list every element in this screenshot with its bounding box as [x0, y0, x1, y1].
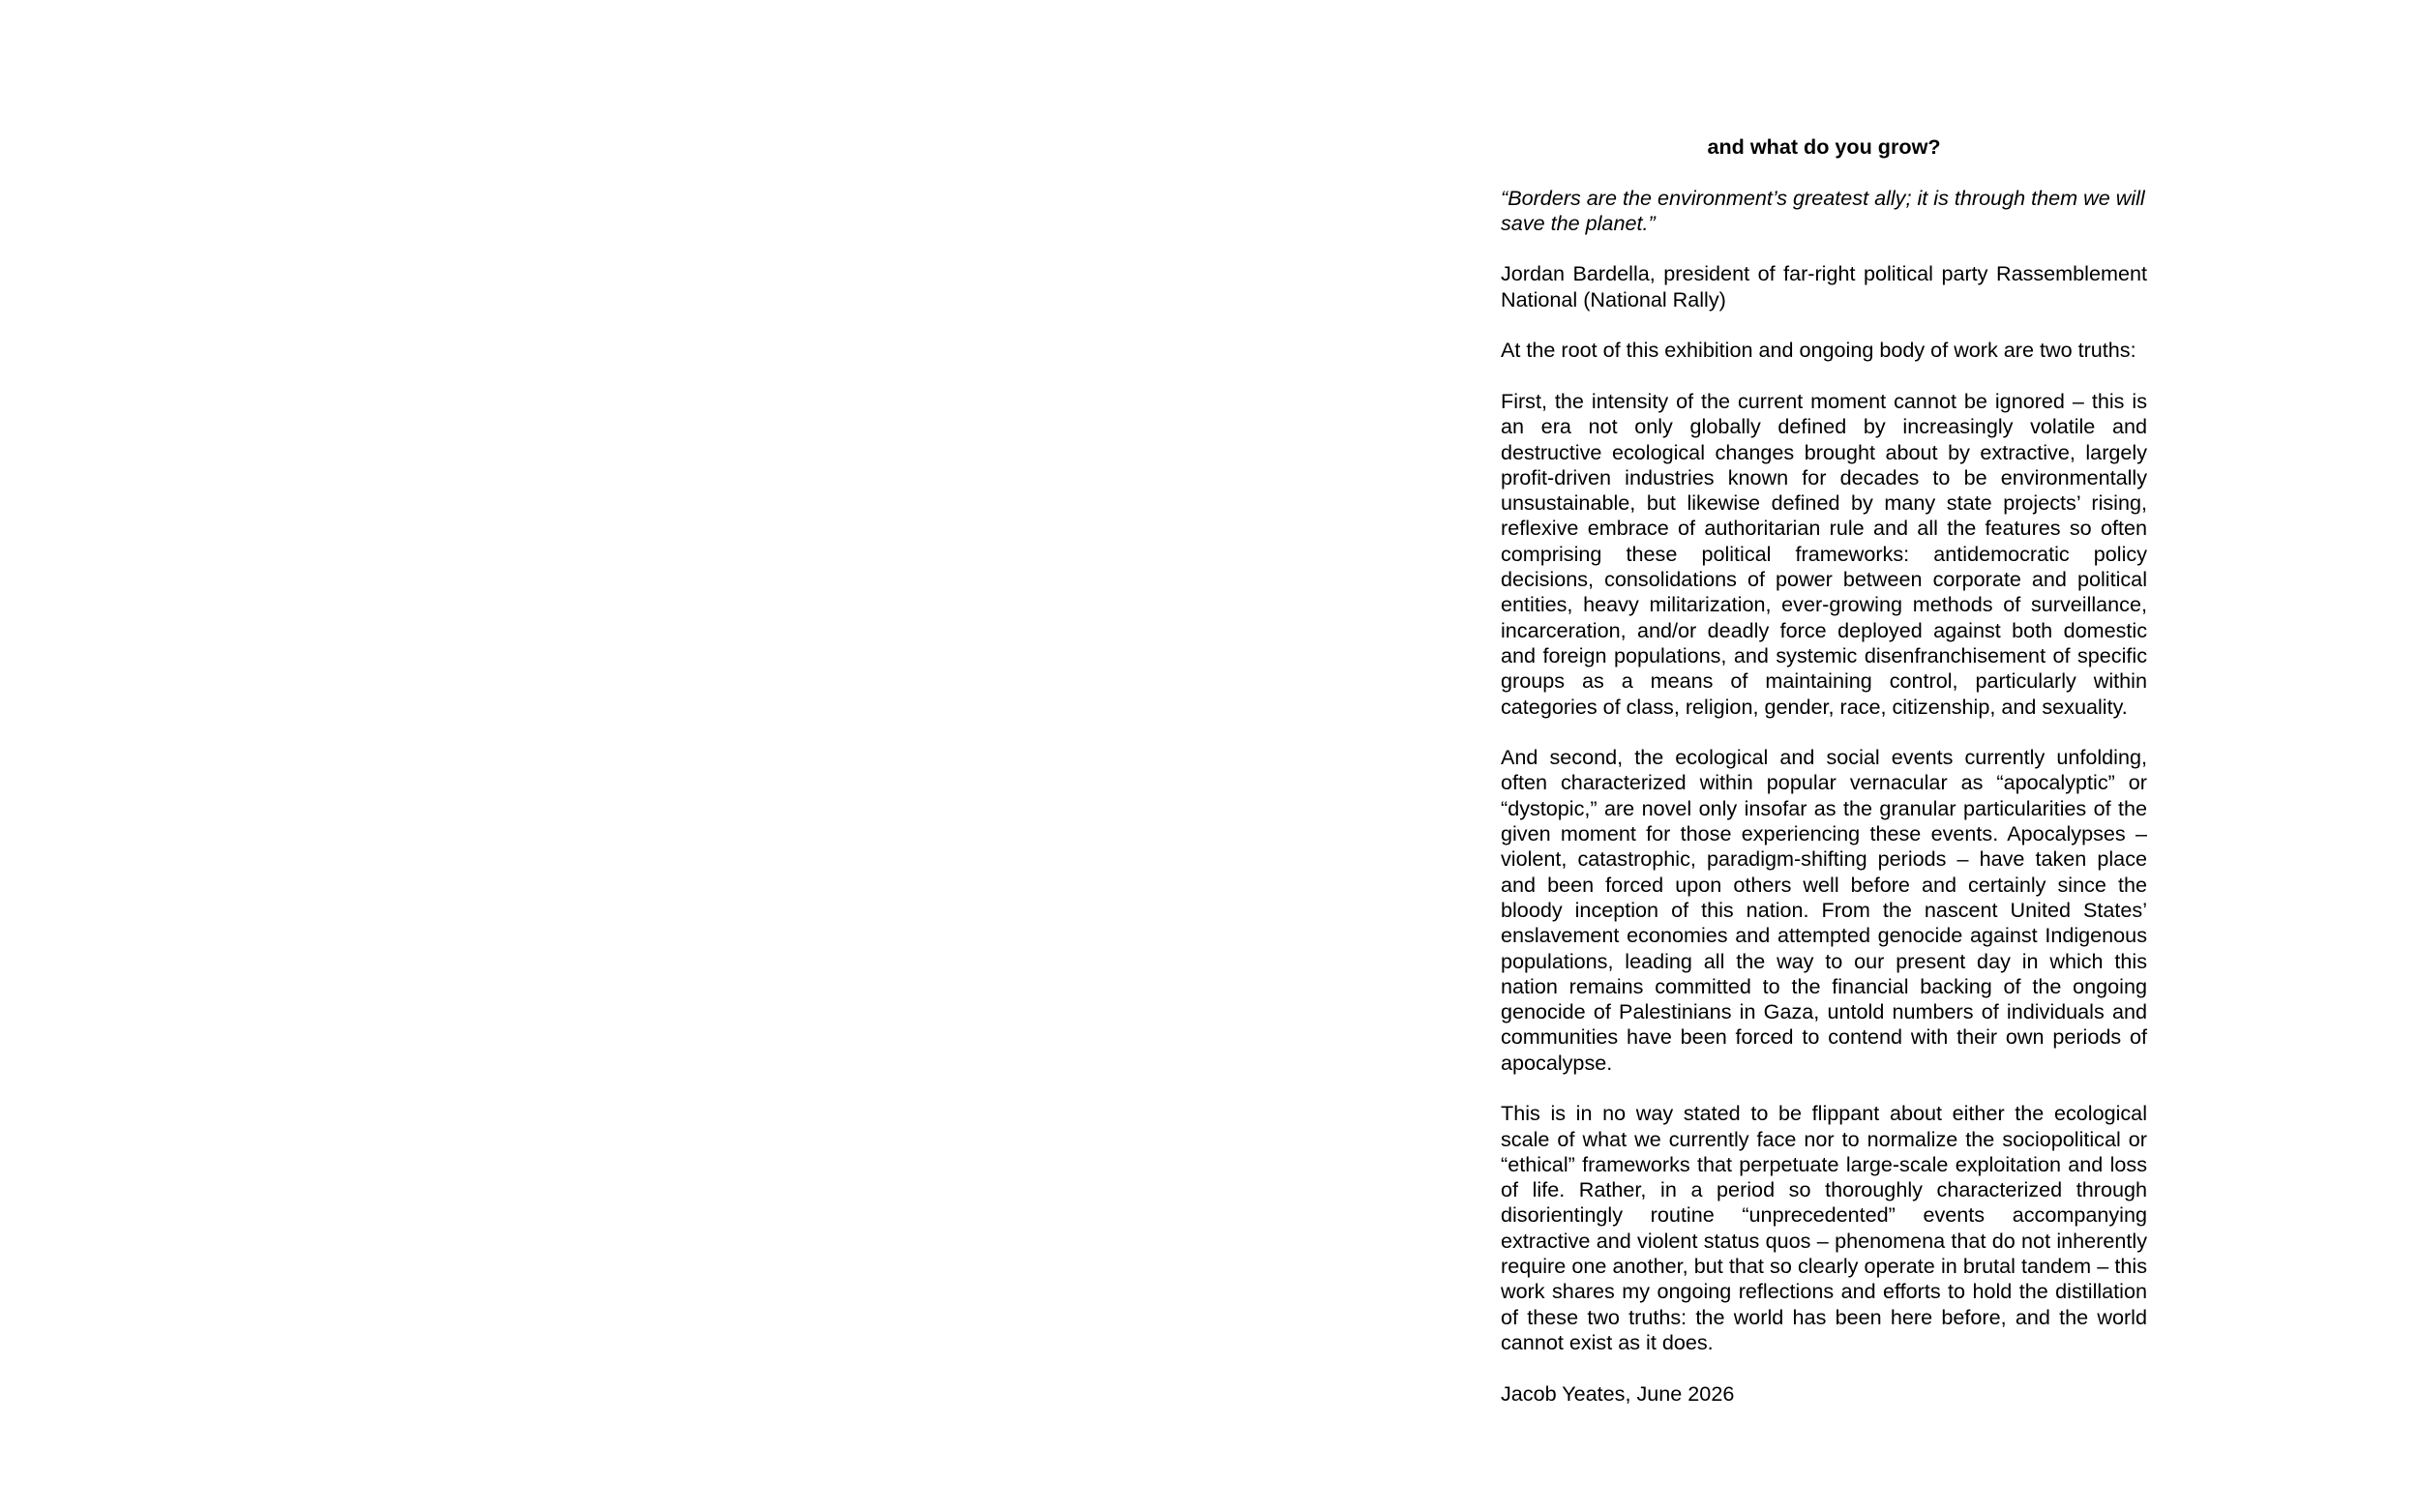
epigraph-attribution: Jordan Bardella, president of far-right political party Rassemblement National (National Rally)	[1501, 261, 2147, 311]
body-paragraph-second-truth: And second, the ecological and social events currently unfolding, often characterized within popular vernacular as “apocalyptic” or “dystopic,” are novel only insofar as the granular particularities of the given moment for those experiencing these events. Apocalypses – violent, catastrophic, paradigm-shifting periods – have taken place and been forced upon others well before and certainly since the bloody inception of this nation. From the nascent United States’ enslavement economies and attempted genocide against Indigenous populations, leading all the way to our present day in which this nation remains committed to the financial backing of the ongoing genocide of Palestinians in Gaza, untold numbers of individuals and communities have been forced to contend with their own periods of apocalypse.	[1501, 745, 2147, 1075]
right-page	[1210, 0, 2419, 1512]
intro-paragraph: At the root of this exhibition and ongoing body of work are two truths:	[1501, 338, 2136, 363]
author-signature: Jacob Yeates, June 2026	[1501, 1380, 1735, 1406]
text-column	[1501, 134, 2147, 1407]
body-paragraph-conclusion: This is in no way stated to be flippant about either the ecological scale of what we currently face nor to normalize the sociopolitical or “ethical” frameworks that perpetuate large-scale exploitation and loss of life. Rather, in a period so thoroughly characterized through disorientingly routine “unprecedented” events accompanying extractive and violent status quos – phenomena that do not inherently require one another, but that so clearly operate in brutal tandem – this work shares my ongoing reflections and efforts to hold the distillation of these two truths: the world has been here before, and the world cannot exist as it does.	[1501, 1101, 2147, 1354]
page-title: and what do you grow?	[1707, 134, 1941, 159]
body-paragraph-first-truth: First, the intensity of the current moment cannot be ignored – this is an era not only globally defined by increasingly volatile and destructive ecological changes brought about by extractive, largely profit-driven industries known for decades to be environmentally unsustainable, but likewise defined by many state projects’ rising, reflexive embrace of authoritarian rule and all the features so often comprising these political frameworks: antidemocratic policy decisions, consolidations of power between corporate and political entities, heavy militarization, ever-growing methods of surveillance, incarceration, and/or deadly force deployed against both domestic and foreign populations, and systemic disenfranchisement of specific groups as a means of maintaining control, particularly within categories of class, religion, gender, race, citizenship, and sexuality.	[1501, 388, 2147, 719]
epigraph-quote: “Borders are the environment’s greatest ally; it is through them we will save the planet.”	[1501, 185, 2145, 235]
